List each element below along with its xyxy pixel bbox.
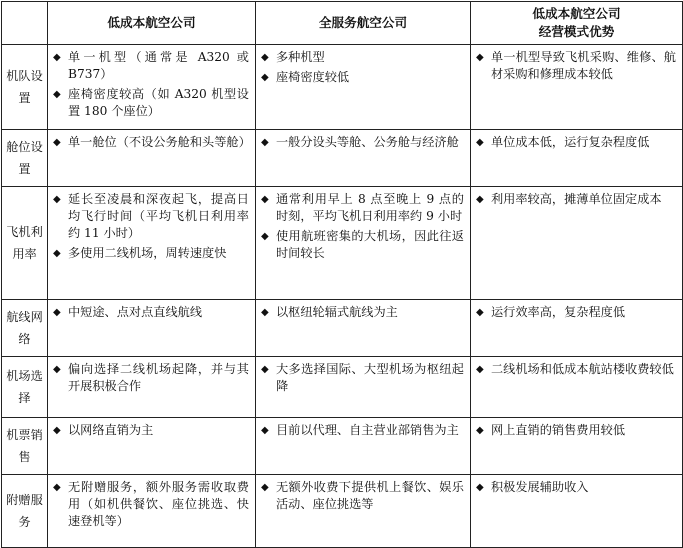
table-row-ticket — [2, 418, 683, 475]
list-item — [260, 134, 464, 151]
list-item — [260, 49, 464, 66]
list-item-text: 座椅密度较高（如 A320 机型设置 180 个座位） — [68, 87, 249, 118]
list-item-text: 单位成本低，运行复杂程度低 — [491, 135, 650, 149]
header-advantage: 低成本航空公司 经营模式优势 — [471, 2, 683, 45]
list-item-text: 以网络直销为主 — [68, 423, 154, 437]
list-item — [52, 361, 249, 395]
list-item-text: 多使用二线机场，周转速度快 — [68, 246, 227, 260]
cell-util-lcc — [48, 187, 256, 300]
table-row-fleet — [2, 45, 683, 130]
list-item-text: 目前以代理、自主营业部销售为主 — [276, 423, 459, 437]
list-item — [52, 422, 249, 439]
cell-ticket-advantage — [471, 418, 683, 475]
bullet-list — [260, 304, 464, 321]
list-item — [260, 191, 464, 225]
list-item — [52, 49, 249, 83]
list-item-text: 延长至凌晨和深夜起飞，提高日均飞行时间（平均飞机日利用率约 11 小时） — [68, 192, 249, 240]
row-label-cabin: 舱位设置 — [2, 130, 48, 187]
list-item-text: 无附赠服务，额外服务需收取费用（如机供餐饮、座位挑选、快速登机等） — [68, 480, 249, 528]
bullet-list — [52, 361, 249, 395]
row-label-airport: 机场选择 — [2, 357, 48, 418]
list-item-text: 二线机场和低成本航站楼收费较低 — [491, 362, 674, 376]
list-item-text: 以枢纽轮辐式航线为主 — [276, 305, 398, 319]
cell-ancillary-lcc — [48, 475, 256, 548]
cell-airport-advantage — [471, 357, 683, 418]
bullet-list — [475, 479, 676, 496]
diamond-bullet-icon: ◆ — [53, 194, 61, 205]
bullet-list — [52, 49, 249, 120]
list-item-text: 使用航班密集的大机场，因此往返时间较长 — [276, 229, 464, 260]
cell-cabin-fsc — [256, 130, 471, 187]
diamond-bullet-icon: ◆ — [476, 52, 484, 63]
bullet-list — [52, 134, 249, 151]
list-item-text: 座椅密度较低 — [276, 70, 350, 84]
row-label-ticket: 机票销售 — [2, 418, 48, 475]
diamond-bullet-icon: ◆ — [476, 194, 484, 205]
cell-ancillary-advantage — [471, 475, 683, 548]
bullet-list — [475, 49, 676, 83]
bullet-list — [260, 479, 464, 513]
diamond-bullet-icon: ◆ — [53, 364, 61, 375]
bullet-list — [475, 361, 676, 378]
header-row — [2, 2, 683, 45]
diamond-bullet-icon: ◆ — [261, 72, 269, 83]
row-label-util: 飞机利用率 — [2, 187, 48, 300]
cell-cabin-advantage — [471, 130, 683, 187]
list-item-text: 中短途、点对点直线航线 — [68, 305, 203, 319]
list-item — [475, 479, 676, 496]
row-label-route: 航线网络 — [2, 300, 48, 357]
header-lcc: 低成本航空公司 — [48, 2, 256, 45]
table-row-airport — [2, 357, 683, 418]
list-item — [260, 479, 464, 513]
list-item — [475, 304, 676, 321]
diamond-bullet-icon: ◆ — [261, 364, 269, 375]
diamond-bullet-icon: ◆ — [476, 364, 484, 375]
list-item — [260, 228, 464, 262]
diamond-bullet-icon: ◆ — [261, 137, 269, 148]
list-item-text: 积极发展辅助收入 — [491, 480, 589, 494]
list-item — [475, 361, 676, 378]
header-corner — [2, 2, 48, 45]
table-row-util — [2, 187, 683, 300]
diamond-bullet-icon: ◆ — [53, 89, 61, 100]
diamond-bullet-icon: ◆ — [53, 425, 61, 436]
row-label-fleet: 机队设置 — [2, 45, 48, 130]
header-fsc: 全服务航空公司 — [256, 2, 471, 45]
list-item-text: 单一机型导致飞机采购、维修、航材采购和修理成本较低 — [491, 50, 676, 81]
list-item — [52, 86, 249, 120]
table-row-route — [2, 300, 683, 357]
diamond-bullet-icon: ◆ — [476, 307, 484, 318]
diamond-bullet-icon: ◆ — [261, 307, 269, 318]
bullet-list — [475, 304, 676, 321]
cell-util-fsc — [256, 187, 471, 300]
list-item-text: 一般分设头等舱、公务舱与经济舱 — [276, 135, 459, 149]
list-item — [260, 304, 464, 321]
bullet-list — [260, 49, 464, 86]
bullet-list — [260, 134, 464, 151]
table-row-ancillary — [2, 475, 683, 548]
diamond-bullet-icon: ◆ — [53, 52, 61, 63]
list-item — [260, 422, 464, 439]
cell-route-advantage — [471, 300, 683, 357]
list-item-text: 单一机型（通常是 A320 或 B737） — [68, 50, 249, 81]
bullet-list — [52, 191, 249, 262]
diamond-bullet-icon: ◆ — [261, 194, 269, 205]
row-label-ancillary: 附赠服务 — [2, 475, 48, 548]
cell-airport-fsc — [256, 357, 471, 418]
list-item-text: 偏向选择二线机场起降，并与其开展积极合作 — [68, 362, 249, 393]
cell-route-fsc — [256, 300, 471, 357]
cell-ticket-lcc — [48, 418, 256, 475]
cell-ticket-fsc — [256, 418, 471, 475]
cell-cabin-lcc — [48, 130, 256, 187]
bullet-list — [475, 134, 676, 151]
diamond-bullet-icon: ◆ — [53, 248, 61, 259]
cell-fleet-lcc — [48, 45, 256, 130]
cell-fleet-advantage — [471, 45, 683, 130]
diamond-bullet-icon: ◆ — [53, 137, 61, 148]
list-item-text: 运行效率高，复杂程度低 — [491, 305, 626, 319]
list-item — [260, 361, 464, 395]
diamond-bullet-icon: ◆ — [476, 482, 484, 493]
bullet-list — [260, 361, 464, 395]
list-item — [260, 69, 464, 86]
comparison-table — [1, 1, 683, 548]
bullet-list — [475, 191, 676, 208]
diamond-bullet-icon: ◆ — [261, 482, 269, 493]
list-item-text: 网上直销的销售费用较低 — [491, 423, 626, 437]
diamond-bullet-icon: ◆ — [476, 425, 484, 436]
list-item — [52, 134, 249, 151]
bullet-list — [260, 422, 464, 439]
cell-ancillary-fsc — [256, 475, 471, 548]
bullet-list — [52, 422, 249, 439]
bullet-list — [475, 422, 676, 439]
list-item — [52, 245, 249, 262]
diamond-bullet-icon: ◆ — [53, 482, 61, 493]
list-item — [475, 134, 676, 151]
cell-util-advantage — [471, 187, 683, 300]
list-item-text: 无额外收费下提供机上餐饮、娱乐活动、座位挑选等 — [276, 480, 464, 511]
bullet-list — [260, 191, 464, 262]
list-item-text: 利用率较高，摊薄单位固定成本 — [491, 192, 662, 206]
bullet-list — [52, 304, 249, 321]
cell-airport-lcc — [48, 357, 256, 418]
list-item-text: 单一舱位（不设公务舱和头等舱） — [68, 135, 251, 149]
cell-fleet-fsc — [256, 45, 471, 130]
list-item — [475, 49, 676, 83]
list-item — [475, 422, 676, 439]
list-item — [52, 479, 249, 530]
diamond-bullet-icon: ◆ — [261, 231, 269, 242]
list-item-text: 大多选择国际、大型机场为枢纽起降 — [276, 362, 464, 393]
table-row-cabin — [2, 130, 683, 187]
diamond-bullet-icon: ◆ — [261, 52, 269, 63]
list-item-text: 通常利用早上 8 点至晚上 9 点的时刻，平均飞机日利用率约 9 小时 — [276, 192, 464, 223]
diamond-bullet-icon: ◆ — [476, 137, 484, 148]
list-item-text: 多种机型 — [276, 50, 325, 64]
list-item — [52, 191, 249, 242]
list-item — [52, 304, 249, 321]
bullet-list — [52, 479, 249, 530]
diamond-bullet-icon: ◆ — [53, 307, 61, 318]
cell-route-lcc — [48, 300, 256, 357]
diamond-bullet-icon: ◆ — [261, 425, 269, 436]
list-item — [475, 191, 676, 208]
